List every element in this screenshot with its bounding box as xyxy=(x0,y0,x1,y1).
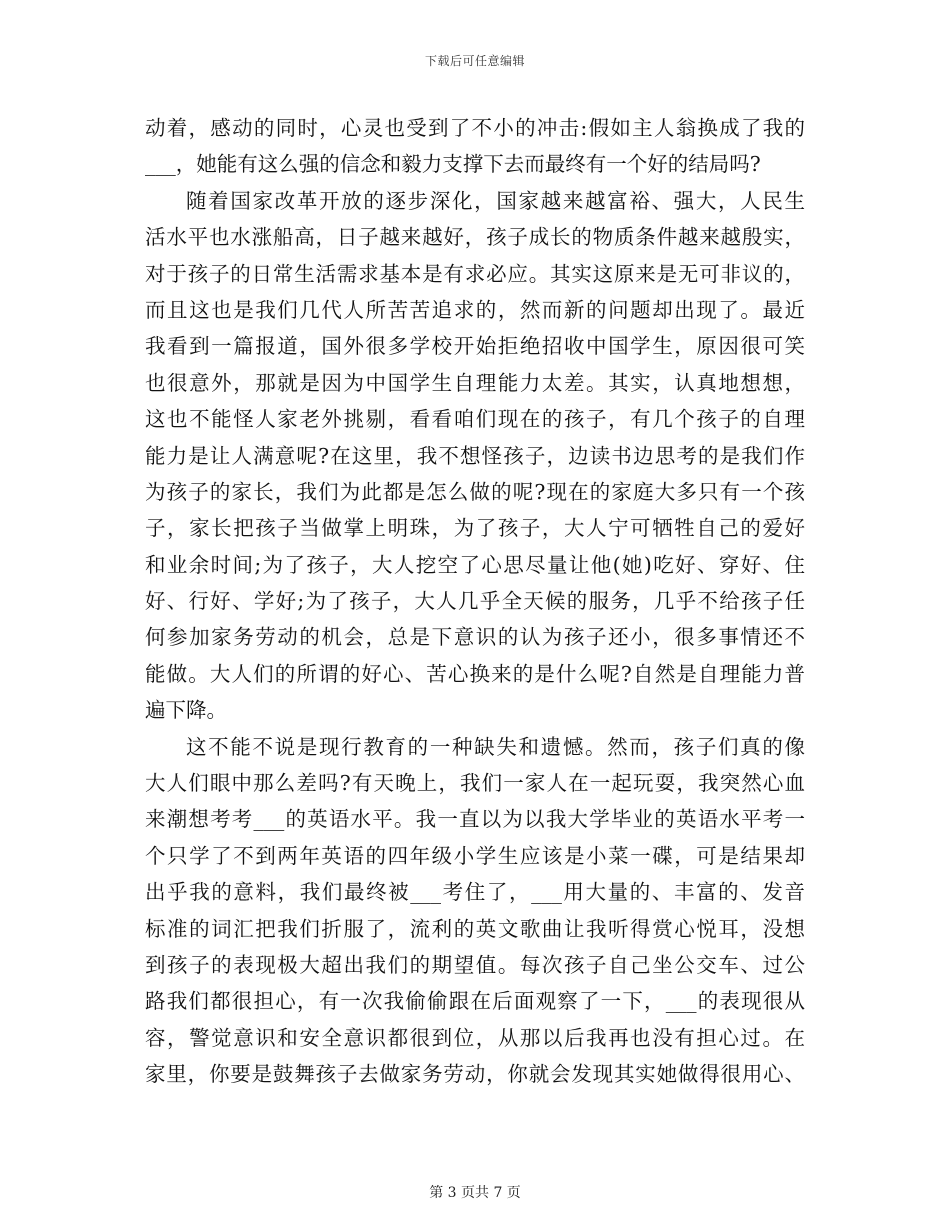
page-header: 下载后可任意编辑 xyxy=(424,54,525,68)
text-line: 容，警觉意识和安全意识都很到位，从那以后我再也没有担心过。在 xyxy=(145,1025,805,1050)
text-line: 这也不能怪人家老外挑剔，看看咱们现在的孩子，有几个孩子的自理 xyxy=(145,407,805,432)
text-line: 和业余时间;为了孩子，大人挖空了心思尽量让他(她)吃好、穿好、住 xyxy=(145,552,805,577)
text-line: 活水平也水涨船高，日子越来越好，孩子成长的物质条件越来越殷实， xyxy=(145,225,805,250)
text-line: 这不能不说是现行教育的一种缺失和遗憾。然而，孩子们真的像 xyxy=(186,734,805,759)
text-line: 我看到一篇报道，国外很多学校开始拒绝招收中国学生，原因很可笑 xyxy=(145,334,805,359)
text-line: 个只学了不到两年英语的四年级小学生应该是小菜一碟，可是结果却 xyxy=(145,843,805,868)
text-line: 为孩子的家长，我们为此都是怎么做的呢?现在的家庭大多只有一个孩 xyxy=(145,479,805,504)
text-line: 能力是让人满意呢?在这里，我不想怪孩子，边读书边思考的是我们作 xyxy=(145,443,805,468)
text-line: 随着国家改革开放的逐步深化，国家越来越富裕、强大，人民生 xyxy=(186,188,805,213)
text-line: 来潮想考考___的英语水平。我一直以为以我大学毕业的英语水平考一 xyxy=(145,807,805,832)
document-body xyxy=(145,110,805,1093)
text-line: ___，她能有这么强的信念和毅力支撑下去而最终有一个好的结局吗? xyxy=(145,152,761,177)
text-line: 动着，感动的同时，心灵也受到了不小的冲击:假如主人翁换成了我的 xyxy=(145,116,805,140)
text-line: 遍下降。 xyxy=(145,698,227,723)
text-line: 能做。大人们的所谓的好心、苦心换来的是什么呢?自然是自理能力普 xyxy=(145,661,805,686)
text-line: 出乎我的意料，我们最终被___考住了，___用大量的、丰富的、发音 xyxy=(145,880,805,905)
text-line: 路我们都很担心，有一次我偷偷跟在后面观察了一下，___的表现很从 xyxy=(145,989,805,1014)
text-line: 对于孩子的日常生活需求基本是有求必应。其实这原来是无可非议的， xyxy=(145,261,805,286)
text-line: 好、行好、学好;为了孩子，大人几乎全天候的服务，几乎不给孩子任 xyxy=(145,589,805,614)
text-line: 标准的词汇把我们折服了，流利的英文歌曲让我听得赏心悦耳，没想 xyxy=(145,916,805,941)
text-line: 也很意外，那就是因为中国学生自理能力太差。其实，认真地想想， xyxy=(145,370,805,395)
text-line: 到孩子的表现极大超出我们的期望值。每次孩子自己坐公交车、过公 xyxy=(145,952,805,977)
text-line: 子，家长把孩子当做掌上明珠，为了孩子，大人宁可牺牲自己的爱好 xyxy=(145,516,805,541)
text-line: 而且这也是我们几代人所苦苦追求的，然而新的问题却出现了。最近 xyxy=(145,297,805,322)
text-line: 大人们眼中那么差吗?有天晚上，我们一家人在一起玩耍，我突然心血 xyxy=(145,771,805,796)
text-line: 何参加家务劳动的机会，总是下意识的认为孩子还小，很多事情还不 xyxy=(145,625,805,650)
page-footer: 第 3 页共 7 页 xyxy=(429,1185,521,1201)
text-line: 家里，你要是鼓舞孩子去做家务劳动，你就会发现其实她做得很用心、 xyxy=(145,1062,805,1087)
